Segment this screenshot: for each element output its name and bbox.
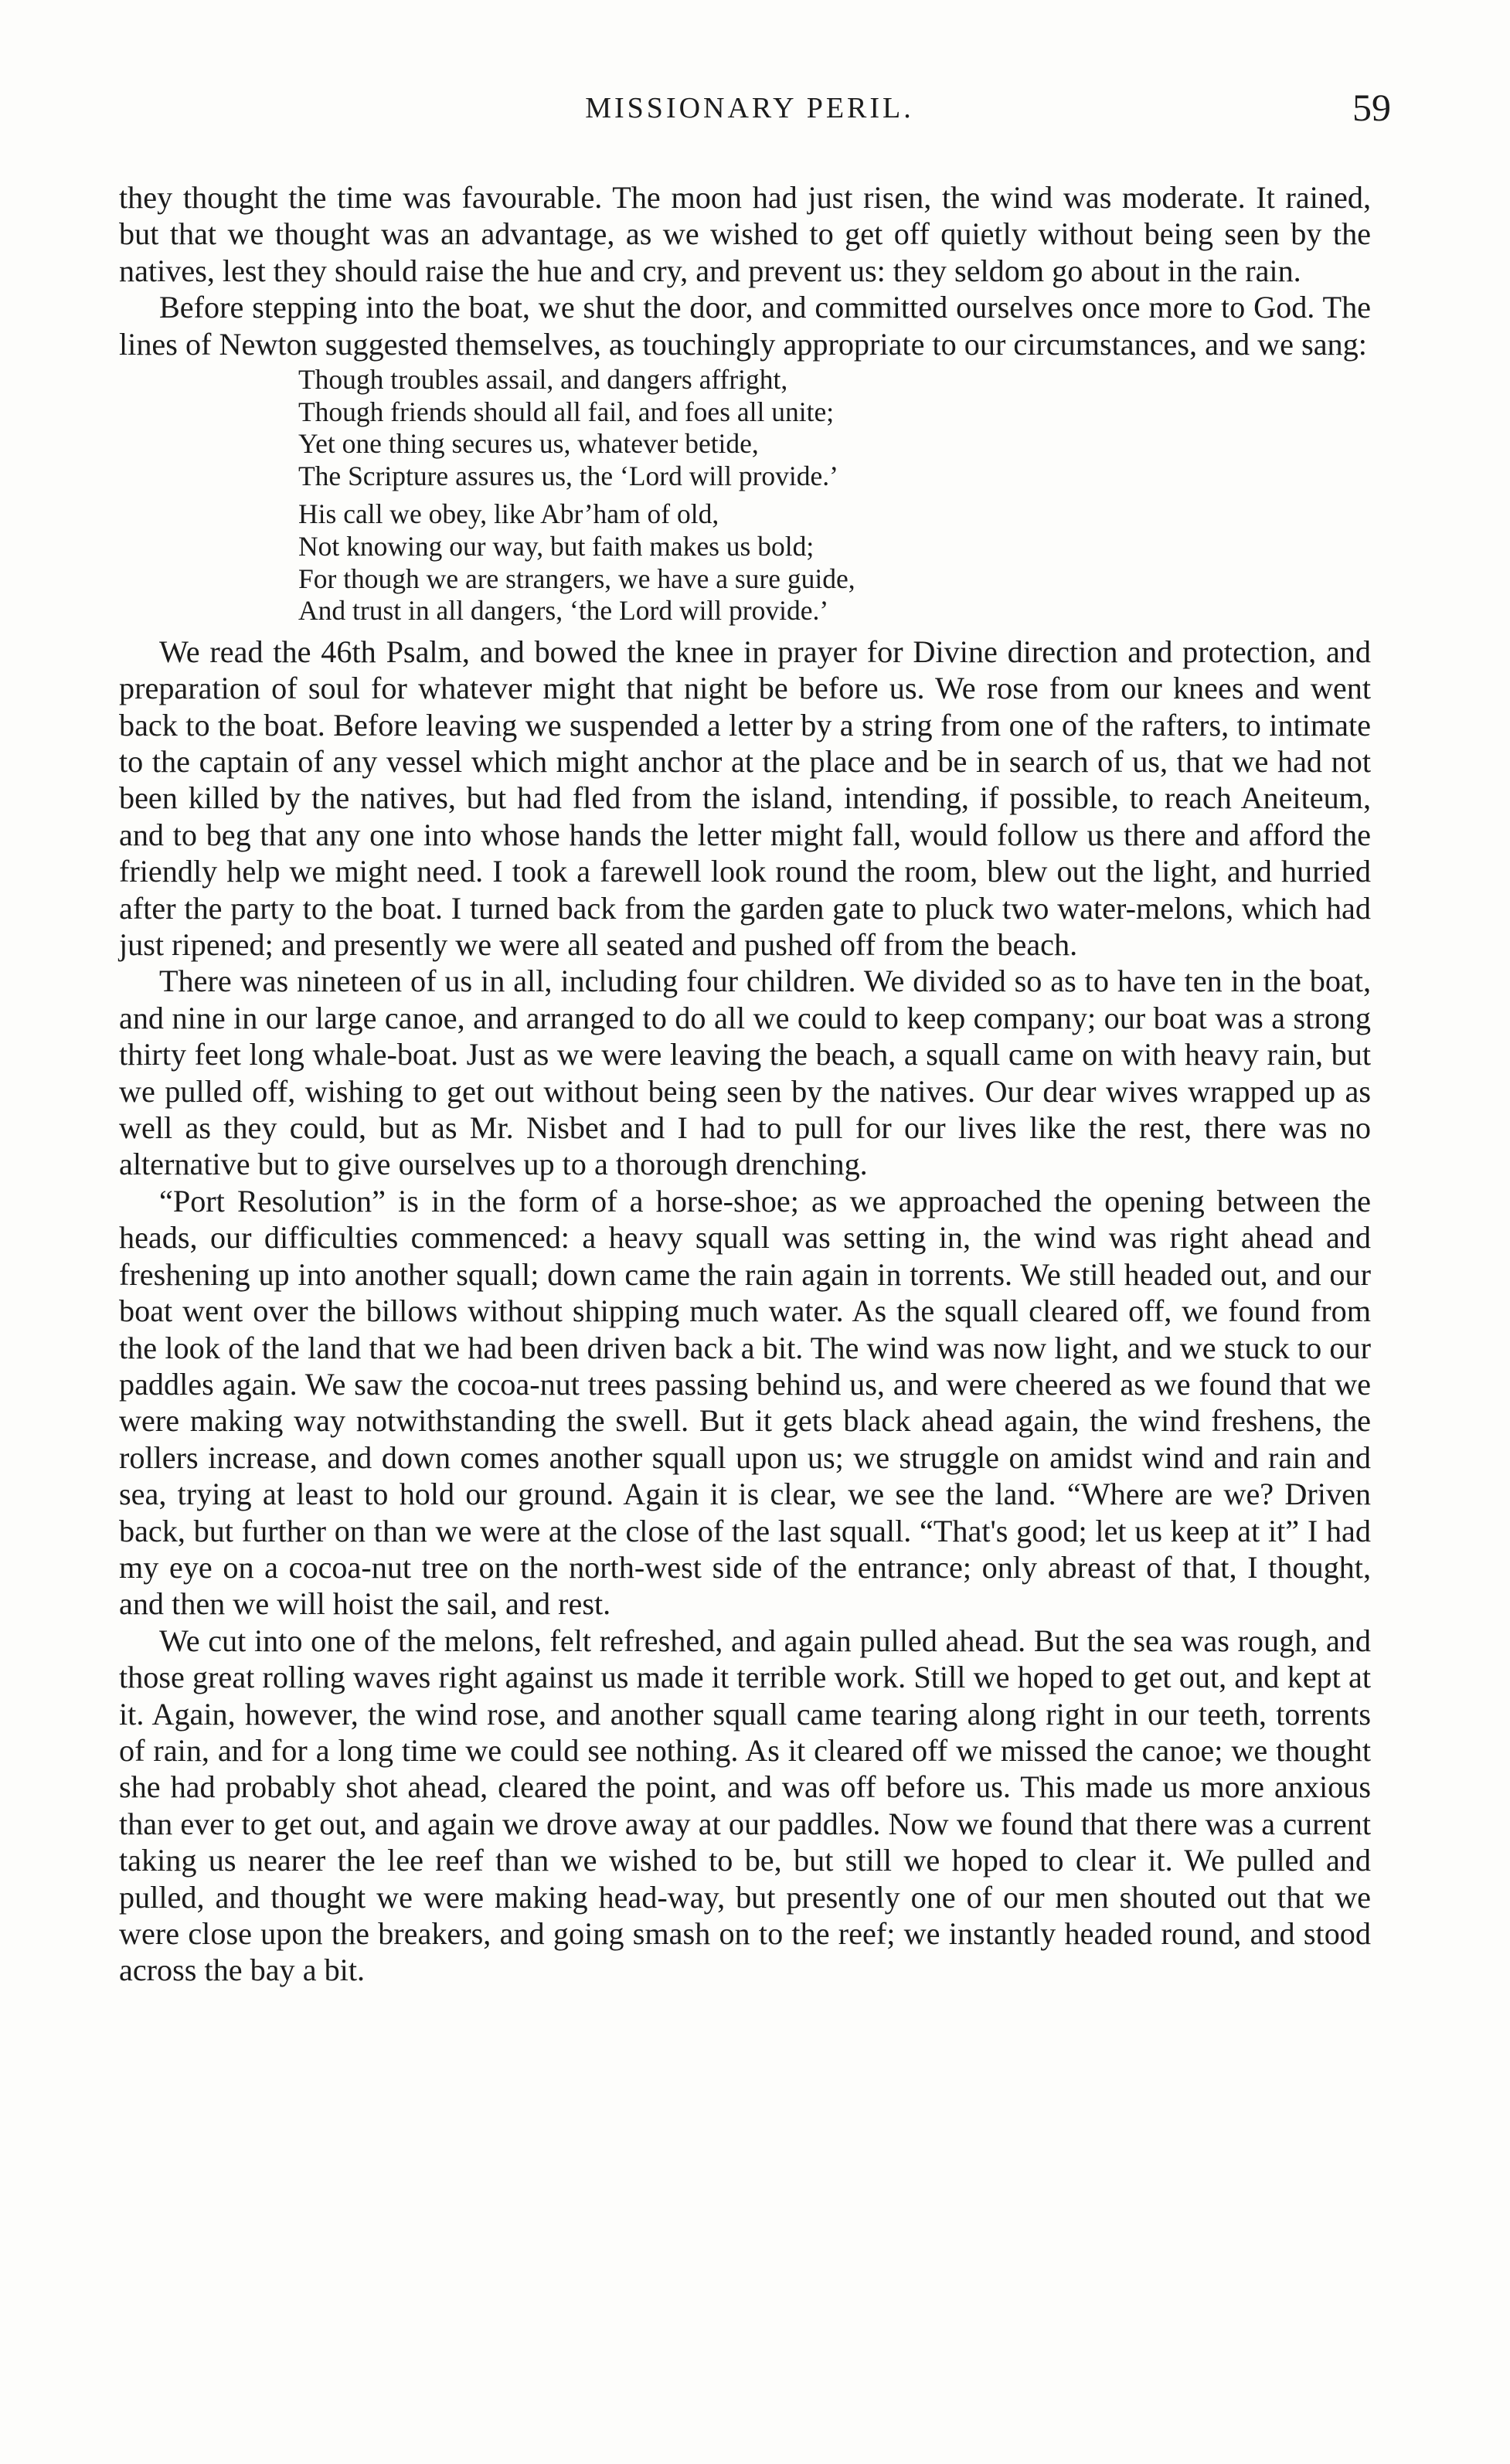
hymn-line: The Scripture assures us, the ‘Lord will provide.’	[298, 460, 838, 491]
paragraph: There was nineteen of us in all, including four children. We divided so as to have ten in the boat, and nine in our large canoe, and arranged to do all we could to keep company; our boat was a strong thirty feet long whale-boat. Just as we were leaving the beach, a squall came on with heavy rain, but we pulled off, wishing to get out without being seen by the natives. Our dear wives wrapped up as well as they could, but as Mr. Nisbet and I had to pull for our lives like the rest, there was no alternative but to give ourselves up to a thorough drenching.	[119, 964, 1371, 1182]
paragraph: “Port Resolution” is in the form of a horse-shoe; as we approached the opening between the heads, our difficulties commenced: a heavy squall was setting in, the wind was right ahead and freshening up into another squall; down came the rain again in torrents. We still headed out, and our boat went over the billows without shipping much water. As the squall cleared off, we found from the look of the land that we had been driven back a bit. The wind was now light, and we stuck to our paddles again. We saw the cocoa-nut trees passing behind us, and were cheered as we found that we were making way notwithstanding the swell. But it gets black ahead again, the wind freshens, the rollers increase, and down comes another squall upon us; we struggle on amidst wind and rain and sea, trying at least to hold our ground. Again it is clear, we see the land. “Where are we? Driven back, but further on than we were at the close of the last squall. “That's good; let us keep at it” I had my eye on a cocoa-nut tree on the north-west side of the entrance; only abreast of that, I thought, and then we will hoist the sail, and rest.	[119, 1183, 1371, 1622]
hymn-quotation	[298, 364, 1371, 627]
body-text	[119, 179, 1371, 1989]
hymn-line: Though troubles assail, and dangers affright,	[298, 364, 788, 396]
page-number: 59	[1352, 86, 1391, 129]
paragraph: they thought the time was favourable. The moon had just risen, the wind was moderate. It rained, but that we thought was an advantage, as we wished to get off quietly without being seen by the natives, lest they should raise the hue and cry, and prevent us: they seldom go about in the rain.	[119, 180, 1371, 288]
hymn-stanza	[298, 364, 1371, 492]
page-header	[108, 86, 1391, 138]
hymn-line: His call we obey, like Abr’ham of old,	[298, 498, 719, 530]
running-head: MISSIONARY PERIL.	[585, 92, 914, 124]
hymn-line: And trust in all dangers, ‘the Lord will provide.’	[298, 595, 829, 627]
paragraph: We read the 46th Psalm, and bowed the knee in prayer for Divine direction and protection, and preparation of soul for whatever might that night be before us. We rose from our knees and went back to the boat. Before leaving we suspended a letter by a string from one of the rafters, to intimate to the captain of any vessel which might anchor at the place and be in search of us, that we had not been killed by the natives, but had fled from the island, intending, if possible, to reach Aneiteum, and to beg that any one into whose hands the letter might fall, would follow us there and afford the friendly help we might need. I took a farewell look round the room, blew out the light, and hurried after the party to the boat. I turned back from the garden gate to pluck two water-melons, which had just ripened; and presently we were all seated and pushed off from the beach.	[119, 634, 1371, 963]
hymn-line: For though we are strangers, we have a sure guide,	[298, 562, 855, 594]
hymn-line: Yet one thing secures us, whatever betide,	[298, 428, 759, 460]
paragraph: Before stepping into the boat, we shut the door, and committed ourselves once more to God. The lines of Newton suggested themselves, as touchingly appropriate to our circumstances, and we sang:	[119, 290, 1371, 362]
hymn-line: Not knowing our way, but faith makes us bold;	[298, 531, 815, 562]
paragraph: We cut into one of the melons, felt refreshed, and again pulled ahead. But the sea was rough, and those great rolling waves right against us made it terrible work. Still we hoped to get out, and kept at it. Again, however, the wind rose, and another squall came tearing along right in our teeth, torrents of rain, and for a long time we could see nothing. As it cleared off we missed the canoe; we thought she had probably shot ahead, cleared the point, and was off before us. This made us more anxious than ever to get out, and again we drove away at our paddles. Now we found that there was a current taking us nearer the lee reef than we wished to be, but still we hoped to clear it. We pulled and pulled, and thought we were making head-way, but presently one of our men shouted out that we were close upon the breakers, and going smash on to the reef; we instantly headed round, and stood across the bay a bit.	[119, 1623, 1371, 1988]
hymn-stanza	[298, 498, 1371, 627]
hymn-line: Though friends should all fail, and foes all unite;	[298, 396, 835, 427]
